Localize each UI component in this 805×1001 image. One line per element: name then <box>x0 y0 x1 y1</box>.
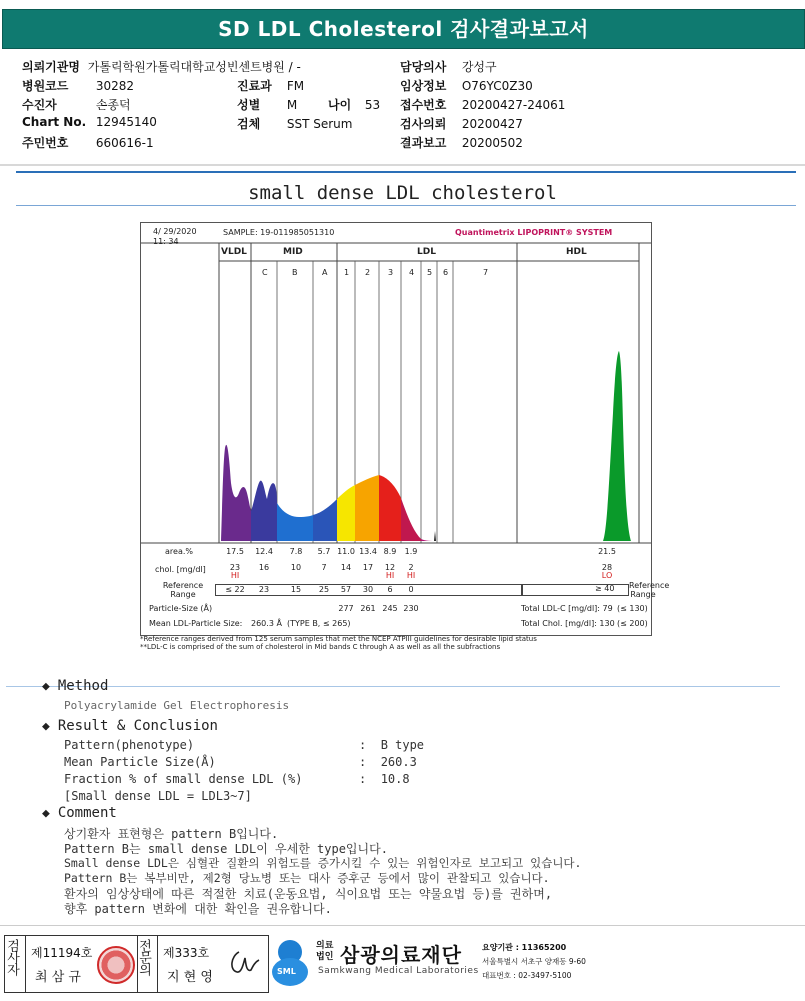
chol-value: 12 <box>384 563 396 572</box>
method-heading: ◆ Method <box>42 678 109 694</box>
header-divider <box>0 164 805 166</box>
section-rule-top <box>16 171 796 173</box>
row-ps-label: Particle-Size (Å) <box>149 604 213 613</box>
total-chol-ref: (≤ 200) <box>617 619 648 628</box>
diamond-icon: ◆ <box>42 679 50 694</box>
area-value: 21.5 <box>598 547 616 556</box>
patient-info <box>22 58 802 158</box>
area-value: 17.5 <box>226 547 244 556</box>
flag-value: HI <box>406 571 416 580</box>
mean-type: (TYPE B, ≤ 265) <box>287 619 351 628</box>
org-english-name: Samkwang Medical Laboratories <box>318 966 479 976</box>
field-patient: 수진자 손종덕 <box>22 98 131 112</box>
result-row-pattern: Pattern(phenotype) : B type <box>64 738 425 752</box>
band-ldl: LDL <box>417 247 436 257</box>
sub-band-b: B <box>292 268 298 277</box>
field-receipt-no: 접수번호 20200427-24061 <box>400 98 566 112</box>
divider <box>157 936 158 992</box>
ref-box-main <box>215 584 523 596</box>
particle-size-value: 230 <box>403 604 419 613</box>
field-age: 나이 53 <box>328 98 381 112</box>
peak-mid-a <box>313 499 337 541</box>
band-mid: MID <box>283 247 303 257</box>
ref-value: 15 <box>290 585 302 594</box>
field-specimen: 검체 SST Serum <box>237 117 353 131</box>
result-row-fraction: Fraction % of small dense LDL (%) : 10.8 <box>64 772 410 786</box>
section-rule-bottom <box>16 205 796 206</box>
chol-value: 16 <box>258 563 270 572</box>
comment-line-3: Small dense LDL은 심혈관 질환의 위험도를 증가시킬 수 있는 위험인자로 보고되고 있습니다. <box>64 856 582 870</box>
ref-value: ≤ 22 <box>225 585 245 594</box>
area-value: 13.4 <box>359 547 377 556</box>
field-resident-no: 주민번호 660616-1 <box>22 136 154 150</box>
method-text: Polyacrylamide Gel Electrophoresis <box>64 699 290 712</box>
result-note: [Small dense LDL = LDL3~7] <box>64 789 252 803</box>
chart-sample: SAMPLE: 19-011985051310 <box>223 228 335 237</box>
peak-vldl <box>221 445 251 541</box>
field-sex: 성별 M <box>237 98 298 112</box>
comment-line-5: 환자의 임상상태에 따른 적절한 치료(운동요법, 식이요법 또는 약물요법 등)를 권하며, <box>64 887 553 901</box>
chart-date: 4/ 29/2020 <box>153 227 197 236</box>
footnote-1: *Reference ranges derived from 125 serum samples that met the NCEP ATPIII guidelines for desirable lipid status <box>140 635 537 643</box>
total-ldl: Total LDL-C [mg/dl]: 79 <box>521 604 613 613</box>
divider <box>25 936 26 992</box>
ref-value: 25 <box>318 585 330 594</box>
org-phone: 대표번호 : 02-3497-5100 <box>482 971 572 980</box>
particle-size-value: 245 <box>382 604 398 613</box>
peak-ldl2 <box>355 475 379 541</box>
physician-name: 지 현 영 <box>167 970 213 985</box>
seal-icon <box>97 946 135 984</box>
field-report-date: 결과보고 20200502 <box>400 136 523 150</box>
result-heading: ◆ Result & Conclusion <box>42 718 218 734</box>
field-institution: 의뢰기관명 가톨릭학원가톨릭대학교성빈센트병원 / - <box>22 60 301 74</box>
row-mean-label: Mean LDL-Particle Size: <box>149 619 243 628</box>
section-title: small dense LDL cholesterol <box>248 182 557 204</box>
result-row-size: Mean Particle Size(Å) : 260.3 <box>64 755 417 769</box>
ref-value: 6 <box>387 585 393 594</box>
field-chart-no: Chart No. 12945140 <box>22 115 157 129</box>
chart-time: 11: 34 <box>153 237 179 246</box>
peak-ldl4 <box>401 498 421 541</box>
area-value: 8.9 <box>383 547 397 556</box>
field-hospital-code: 병원코드 30282 <box>22 79 135 93</box>
ref-value: 30 <box>362 585 374 594</box>
area-value: 5.7 <box>317 547 331 556</box>
ref-value: 23 <box>258 585 270 594</box>
examiner-no: 제11194호 <box>31 946 93 960</box>
sub-band-c: C <box>262 268 268 277</box>
area-value: 1.9 <box>404 547 418 556</box>
peak-mid-c <box>251 481 277 541</box>
sub-band-4: 4 <box>409 268 415 277</box>
field-doctor: 담당의사 강성구 <box>400 60 497 74</box>
area-value: 11.0 <box>337 547 355 556</box>
peak-ldl1 <box>337 485 355 541</box>
band-vldl: VLDL <box>221 247 247 257</box>
footnote-2: **LDL-C is comprised of the sum of cholesterol in Mid bands C through A as well as all the subfractions <box>140 643 501 651</box>
chol-value: 10 <box>290 563 302 572</box>
comment-line-1: 상기환자 표현형은 pattern B입니다. <box>64 827 279 841</box>
chol-value: 2 <box>408 563 414 572</box>
signature-icon <box>225 948 263 980</box>
sub-band-5: 5 <box>427 268 433 277</box>
institution-code: 요양기관 : 11365200 <box>482 943 567 952</box>
org-logo-icon: SML <box>272 940 308 986</box>
area-value: 7.8 <box>289 547 303 556</box>
row-area-label: area.% <box>165 547 193 556</box>
sub-band-3: 3 <box>388 268 394 277</box>
physician-no: 제333호 <box>163 946 210 960</box>
peak-small <box>434 531 436 541</box>
chart-brand: Quantimetrix LIPOPRINT® SYSTEM <box>455 228 613 237</box>
chol-value: 7 <box>321 563 327 572</box>
band-hdl: HDL <box>566 247 587 257</box>
chol-value: 14 <box>340 563 352 572</box>
org-prefix: 의료 법인 <box>316 941 334 962</box>
diamond-icon: ◆ <box>42 719 50 734</box>
comment-line-4: Pattern B는 복부비만, 제2형 당뇨병 또는 대사 증후군 등에서 많이 관찰되고 있습니다. <box>64 871 550 885</box>
diamond-icon: ◆ <box>42 806 50 821</box>
comment-line-6: 향후 pattern 변화에 대한 확인을 권유합니다. <box>64 902 332 916</box>
comment-line-2: Pattern B는 small dense LDL이 우세한 type입니다. <box>64 842 388 856</box>
mean-value: 260.3 Å <box>251 619 282 628</box>
peak-ldl3 <box>379 475 401 541</box>
chol-value: 28 <box>601 563 613 572</box>
row-ref-label: Reference Range <box>162 581 204 599</box>
ref-value: 57 <box>340 585 352 594</box>
field-request-date: 검사의뢰 20200427 <box>400 117 523 131</box>
sub-band-6: 6 <box>443 268 449 277</box>
org-name: 삼광의료재단 <box>340 943 462 967</box>
flag-value: LO <box>601 571 613 580</box>
flag-value: HI <box>385 571 395 580</box>
ref-right-label: Reference Range <box>629 581 670 599</box>
chol-value: 17 <box>362 563 374 572</box>
sub-band-7: 7 <box>483 268 489 277</box>
footer-divider <box>0 925 805 926</box>
particle-size-value: 277 <box>338 604 354 613</box>
comment-heading: ◆ Comment <box>42 805 117 821</box>
hdl-ref: ≥ 40 <box>595 584 615 593</box>
chol-value: 23 <box>229 563 241 572</box>
peak-mid-b <box>277 503 313 541</box>
signature-box <box>4 935 269 993</box>
total-chol: Total Chol. [mg/dl]: 130 <box>521 619 615 628</box>
physician-label: 전문의 <box>136 939 151 975</box>
peak-hdl <box>603 351 631 541</box>
particle-size-value: 261 <box>360 604 376 613</box>
sub-band-1: 1 <box>344 268 350 277</box>
flag-value: HI <box>230 571 240 580</box>
total-ldl-ref: (≤ 130) <box>617 604 648 613</box>
sub-band-a: A <box>322 268 328 277</box>
area-value: 12.4 <box>255 547 273 556</box>
field-clinical-info: 임상정보 O76YC0Z30 <box>400 79 533 93</box>
report-title: SD LDL Cholesterol 검사결과보고서 <box>2 9 805 49</box>
field-department: 진료과 FM <box>237 79 305 93</box>
sub-band-2: 2 <box>365 268 371 277</box>
lipoprint-chart <box>140 222 670 636</box>
ref-value: 0 <box>408 585 414 594</box>
row-chol-label: chol. [mg/dl] <box>155 565 206 574</box>
examiner-name: 최 삼 규 <box>35 970 81 985</box>
method-rule <box>6 686 780 687</box>
examiner-label: 검사자 <box>4 939 19 975</box>
org-address: 서울특별시 서초구 양재동 9-60 <box>482 957 586 966</box>
